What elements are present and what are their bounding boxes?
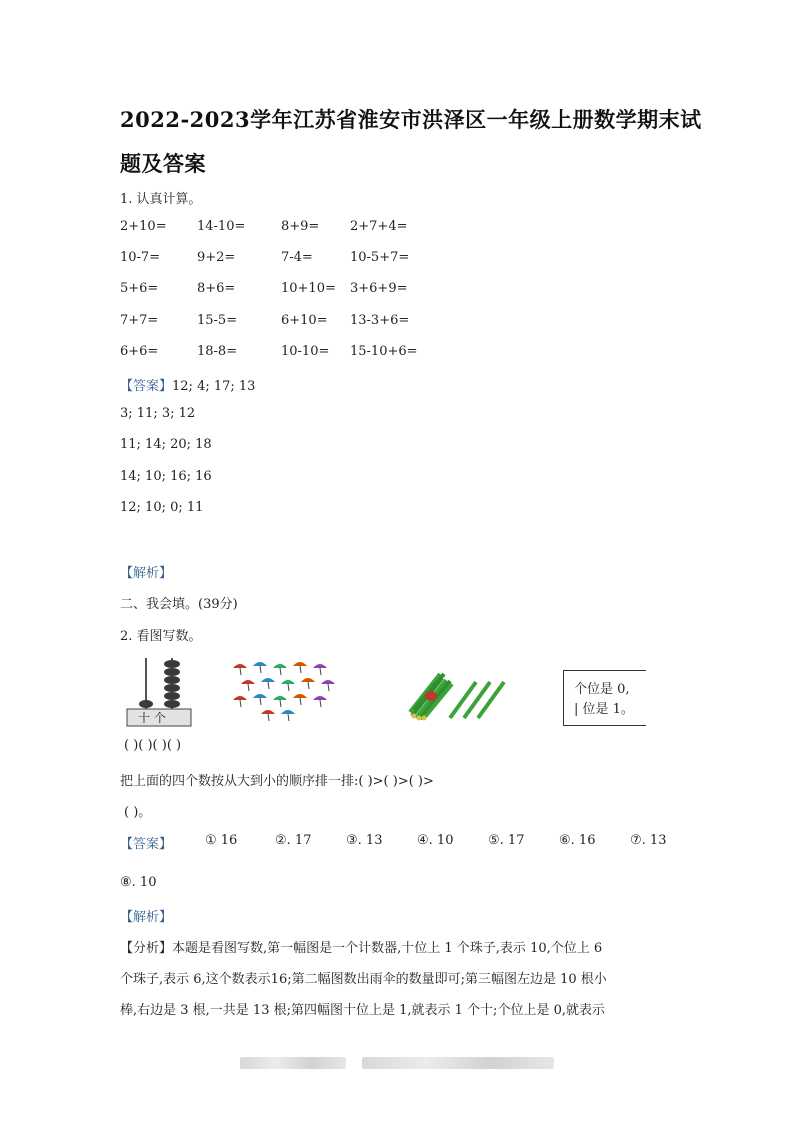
q1-calc-item: 5+6= [120, 281, 159, 296]
q1-calc-item: 2+10= [120, 219, 167, 234]
q1-calc-item: 6+10= [281, 313, 328, 328]
q1-calc-item: 14-10= [197, 219, 246, 234]
q1-answer-line-5: 12; 10; 0; 11 [120, 500, 204, 515]
umbrella-icon [281, 710, 295, 721]
umbrella-icon [301, 678, 315, 689]
umbrella-icon [233, 696, 247, 707]
q1-calc-item: 13-3+6= [350, 313, 410, 328]
umbrella-icon [241, 680, 255, 691]
blurred-footer-right [362, 1057, 554, 1069]
q1-calc-item: 15-10+6= [350, 344, 418, 359]
q1-answer-line-2: 3; 11; 3; 12 [120, 406, 196, 421]
abacus-bead [164, 660, 180, 668]
card-line-2: | 位是 1。 [574, 702, 634, 717]
q2-picture-blanks: ( )( )( )( ) [124, 738, 182, 753]
abacus-bead [164, 700, 180, 708]
q2-analysis-line-2: 个珠子,表示 6,这个数表示16;第二幅图数出雨伞的数量即可;第三幅图左边是 10 根小 [120, 972, 607, 987]
umbrella-icon [293, 662, 307, 673]
umbrella-icon [253, 694, 267, 705]
q1-answer-line [120, 375, 255, 394]
q1-calc-item: 8+9= [281, 219, 320, 234]
q1-calc-item: 8+6= [197, 281, 236, 296]
stick-bundle-ten [410, 674, 452, 721]
abacus-bead [164, 684, 180, 692]
abacus-bead [164, 676, 180, 684]
q1-calc-item: 10+10= [281, 281, 336, 296]
q1-calc-item: 3+6+9= [350, 281, 408, 296]
section-2-heading: 二、我会填。(39分) [120, 597, 238, 612]
page-title-line2: 题及答案 [120, 151, 206, 176]
q1-calc-item: 10-10= [281, 344, 330, 359]
q2-analysis-line-1: 【分析】本题是看图写数,第一幅图是一个计数器,十位上 1 个珠子,表示 10,个位上 6 [120, 941, 603, 956]
umbrella-icon [273, 664, 287, 675]
card-line-1: 个位是 0, [574, 682, 630, 697]
abacus-bead [139, 700, 153, 708]
umbrella-icon [233, 664, 247, 675]
q2-answer-1: ① 16 [205, 833, 238, 848]
page-title-line1: 2022-2023学年江苏省淮安市洪泽区一年级上册数学期末试 [120, 107, 702, 132]
q2-analysis-line-3: 棒,右边是 3 根,一共是 13 根;第四幅图十位上是 1,就表示 1 个十;个位上是 0,就表示 [120, 1003, 605, 1018]
q1-heading: 1. 认真计算。 [120, 192, 202, 207]
q1-calc-item: 18-8= [197, 344, 238, 359]
blurred-footer-left [240, 1057, 346, 1069]
umbrella-icon [313, 696, 327, 707]
abacus-label: 十 个 [138, 711, 166, 725]
q2-answer-4: ④. 10 [417, 833, 454, 848]
q2-answer-5: ⑤. 17 [488, 833, 525, 848]
q2-analysis-tag: 【解析】 [120, 910, 173, 925]
q1-calc-item: 10-7= [120, 250, 161, 265]
abacus-bead [164, 692, 180, 700]
umbrella-icon [281, 680, 295, 691]
q1-answer-line-3: 11; 14; 20; 18 [120, 437, 212, 452]
abacus-figure [124, 656, 194, 728]
q2-answer-tag: 【答案】 [120, 837, 173, 852]
umbrella-icon [273, 696, 287, 707]
q2-order-line-2: ( )。 [124, 805, 152, 820]
q1-calc-item: 7+7= [120, 313, 159, 328]
q1-calc-item: 10-5+7= [350, 250, 410, 265]
q2-order-line: 把上面的四个数按从大到小的顺序排一排:( )>( )>( )> [120, 774, 434, 789]
q2-heading: 2. 看图写数。 [120, 629, 202, 644]
q1-calc-item: 6+6= [120, 344, 159, 359]
q2-answer-8: ⑧. 10 [120, 875, 157, 890]
umbrella-icon [261, 710, 275, 721]
umbrella-icon [253, 662, 267, 673]
q1-answer-first: 12; 4; 17; 13 [172, 379, 256, 394]
q1-answer-tag: 【答案】 [120, 379, 173, 394]
q1-calc-item: 2+7+4= [350, 219, 408, 234]
q2-answer-2: ②. 17 [275, 833, 312, 848]
q2-answer-7: ⑦. 13 [630, 833, 667, 848]
stick-single [464, 682, 490, 718]
q1-calc-item: 9+2= [197, 250, 236, 265]
abacus-bead [164, 668, 180, 676]
q1-calc-item: 7-4= [281, 250, 313, 265]
q1-analysis-tag: 【解析】 [120, 566, 173, 581]
umbrella-icon [313, 664, 327, 675]
q1-calc-item: 15-5= [197, 313, 238, 328]
umbrella-icon [321, 680, 335, 691]
place-value-card [563, 670, 646, 726]
q2-answer-3: ③. 13 [346, 833, 383, 848]
q2-answer-6: ⑥. 16 [559, 833, 596, 848]
umbrellas-figure [232, 660, 336, 722]
umbrella-icon [261, 678, 275, 689]
stick-single [478, 682, 504, 718]
sticks-figure [406, 672, 510, 724]
umbrella-icon [293, 694, 307, 705]
q1-answer-line-4: 14; 10; 16; 16 [120, 469, 212, 484]
stick-single [450, 682, 476, 718]
bundle-band [425, 691, 437, 701]
